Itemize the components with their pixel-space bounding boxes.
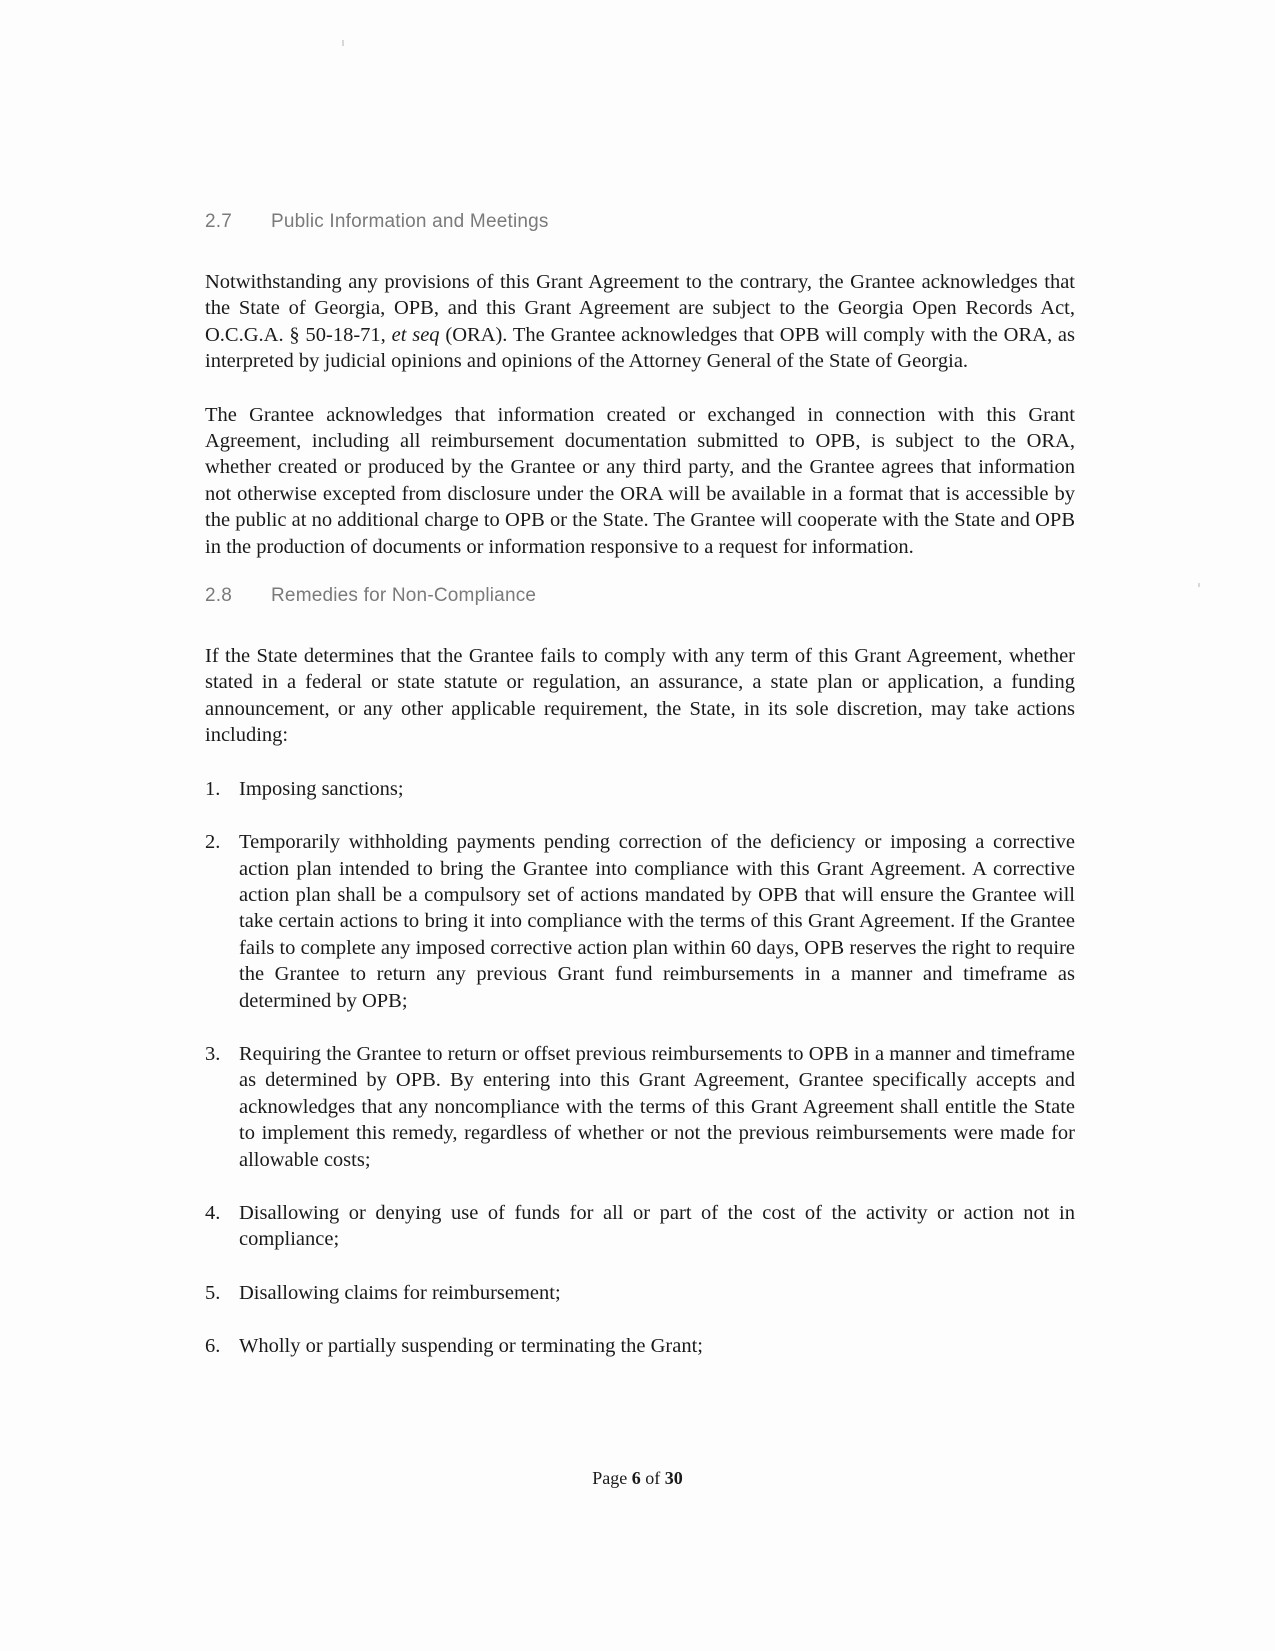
section-number: 2.8 [205,585,233,607]
list-item [205,829,1075,1014]
list-item-text: Imposing sanctions; [239,777,404,800]
scan-artifact [1198,583,1200,587]
page-label: Page [592,1468,632,1488]
list-item-text: Disallowing claims for reimbursement; [239,1281,561,1304]
paragraph-text: (ORA). The Grantee acknowledges that OPB will comply with the ORA, as interpreted by judicial opinions and opinions of the Attorney General of the State of Georgia. [205,323,1075,373]
list-marker: 3. [205,1042,221,1065]
total-pages-number: 30 [664,1468,683,1488]
section-heading-2-8 [205,582,1075,610]
list-item [205,1041,1075,1173]
section-title: Remedies for Non-Compliance [271,585,537,607]
list-item-text: Wholly or partially suspending or terminating the Grant; [239,1335,703,1358]
scan-artifact [342,40,344,46]
list-marker: 4. [205,1201,221,1224]
list-item-text: Disallowing or denying use of funds for all or part of the cost of the activity or action not in compliance; [239,1201,1075,1251]
section-heading-2-7 [205,208,1075,236]
list-item [205,1333,1075,1359]
remedies-list [205,776,1075,1360]
list-item-text: Temporarily withholding payments pending correction of the deficiency or imposing a corrective action plan intended to bring the Grantee into compliance with this Grant Agreement. A corrective action plan shall be a compulsory set of actions mandated by OPB that will ensure the Grantee will take certain actions to bring it into compliance with the terms of this Grant Agreement. If the Grantee fails to complete any imposed corrective action plan within 60 days, OPB reserves the right to require the Grantee to return any previous Grant fund reimbursements in a manner and timeframe as determined by OPB; [239,831,1075,1012]
paragraph-remedies-intro: If the State determines that the Grantee fails to comply with any term of this Grant Agreement, whether stated in a federal or state statute or regulation, an assurance, a state plan or application, a funding announcement, or any other applicable requirement, the State, in its sole discretion, may take actions including: [205,645,1075,747]
page-footer [0,1468,1275,1489]
document-body [205,208,1075,1387]
list-marker: 1. [205,777,221,800]
list-marker: 6. [205,1335,221,1358]
page-of-label: of [640,1468,665,1488]
list-marker: 5. [205,1281,221,1304]
list-item [205,1280,1075,1306]
paragraph-information-exchange: The Grantee acknowledges that information created or exchanged in connection with this Grant Agreement, including all reimbursement documentation submitted to OPB, is subject to the ORA, whether created or produced by the Grantee or any third party, and the Grantee agrees that information not otherwise excepted from disclosure under the ORA will be available in a format that is accessible by the public at no additional charge to OPB or the State. The Grantee will cooperate with the State and OPB in the production of documents or information responsive to a request for information. [205,403,1075,558]
paragraph-text: Notwithstanding any provisions of this Grant Agreement to the contrary, the Grantee acknowledges that the State of Georgia, OPB, and this Grant Agreement are subject to the Georgia Open Records Act, O.C.G.A. § 50-18-71, [205,271,1075,346]
list-item [205,776,1075,802]
list-item-text: Requiring the Grantee to return or offset previous reimbursements to OPB in a manner and timeframe as determined by OPB. By entering into this Grant Agreement, Grantee specifically accepts and acknowledges that any noncompliance with the terms of this Grant Agreement shall entitle the State to implement this remedy, regardless of whether or not the previous reimbursements were made for allowable costs; [239,1042,1075,1171]
paragraph-open-records [205,269,1075,375]
current-page-number: 6 [631,1468,641,1488]
section-title: Public Information and Meetings [271,211,549,232]
paragraph-italic-text: et seq [391,323,440,346]
section-number: 2.7 [205,211,233,232]
list-marker: 2. [205,831,221,854]
list-item [205,1200,1075,1253]
